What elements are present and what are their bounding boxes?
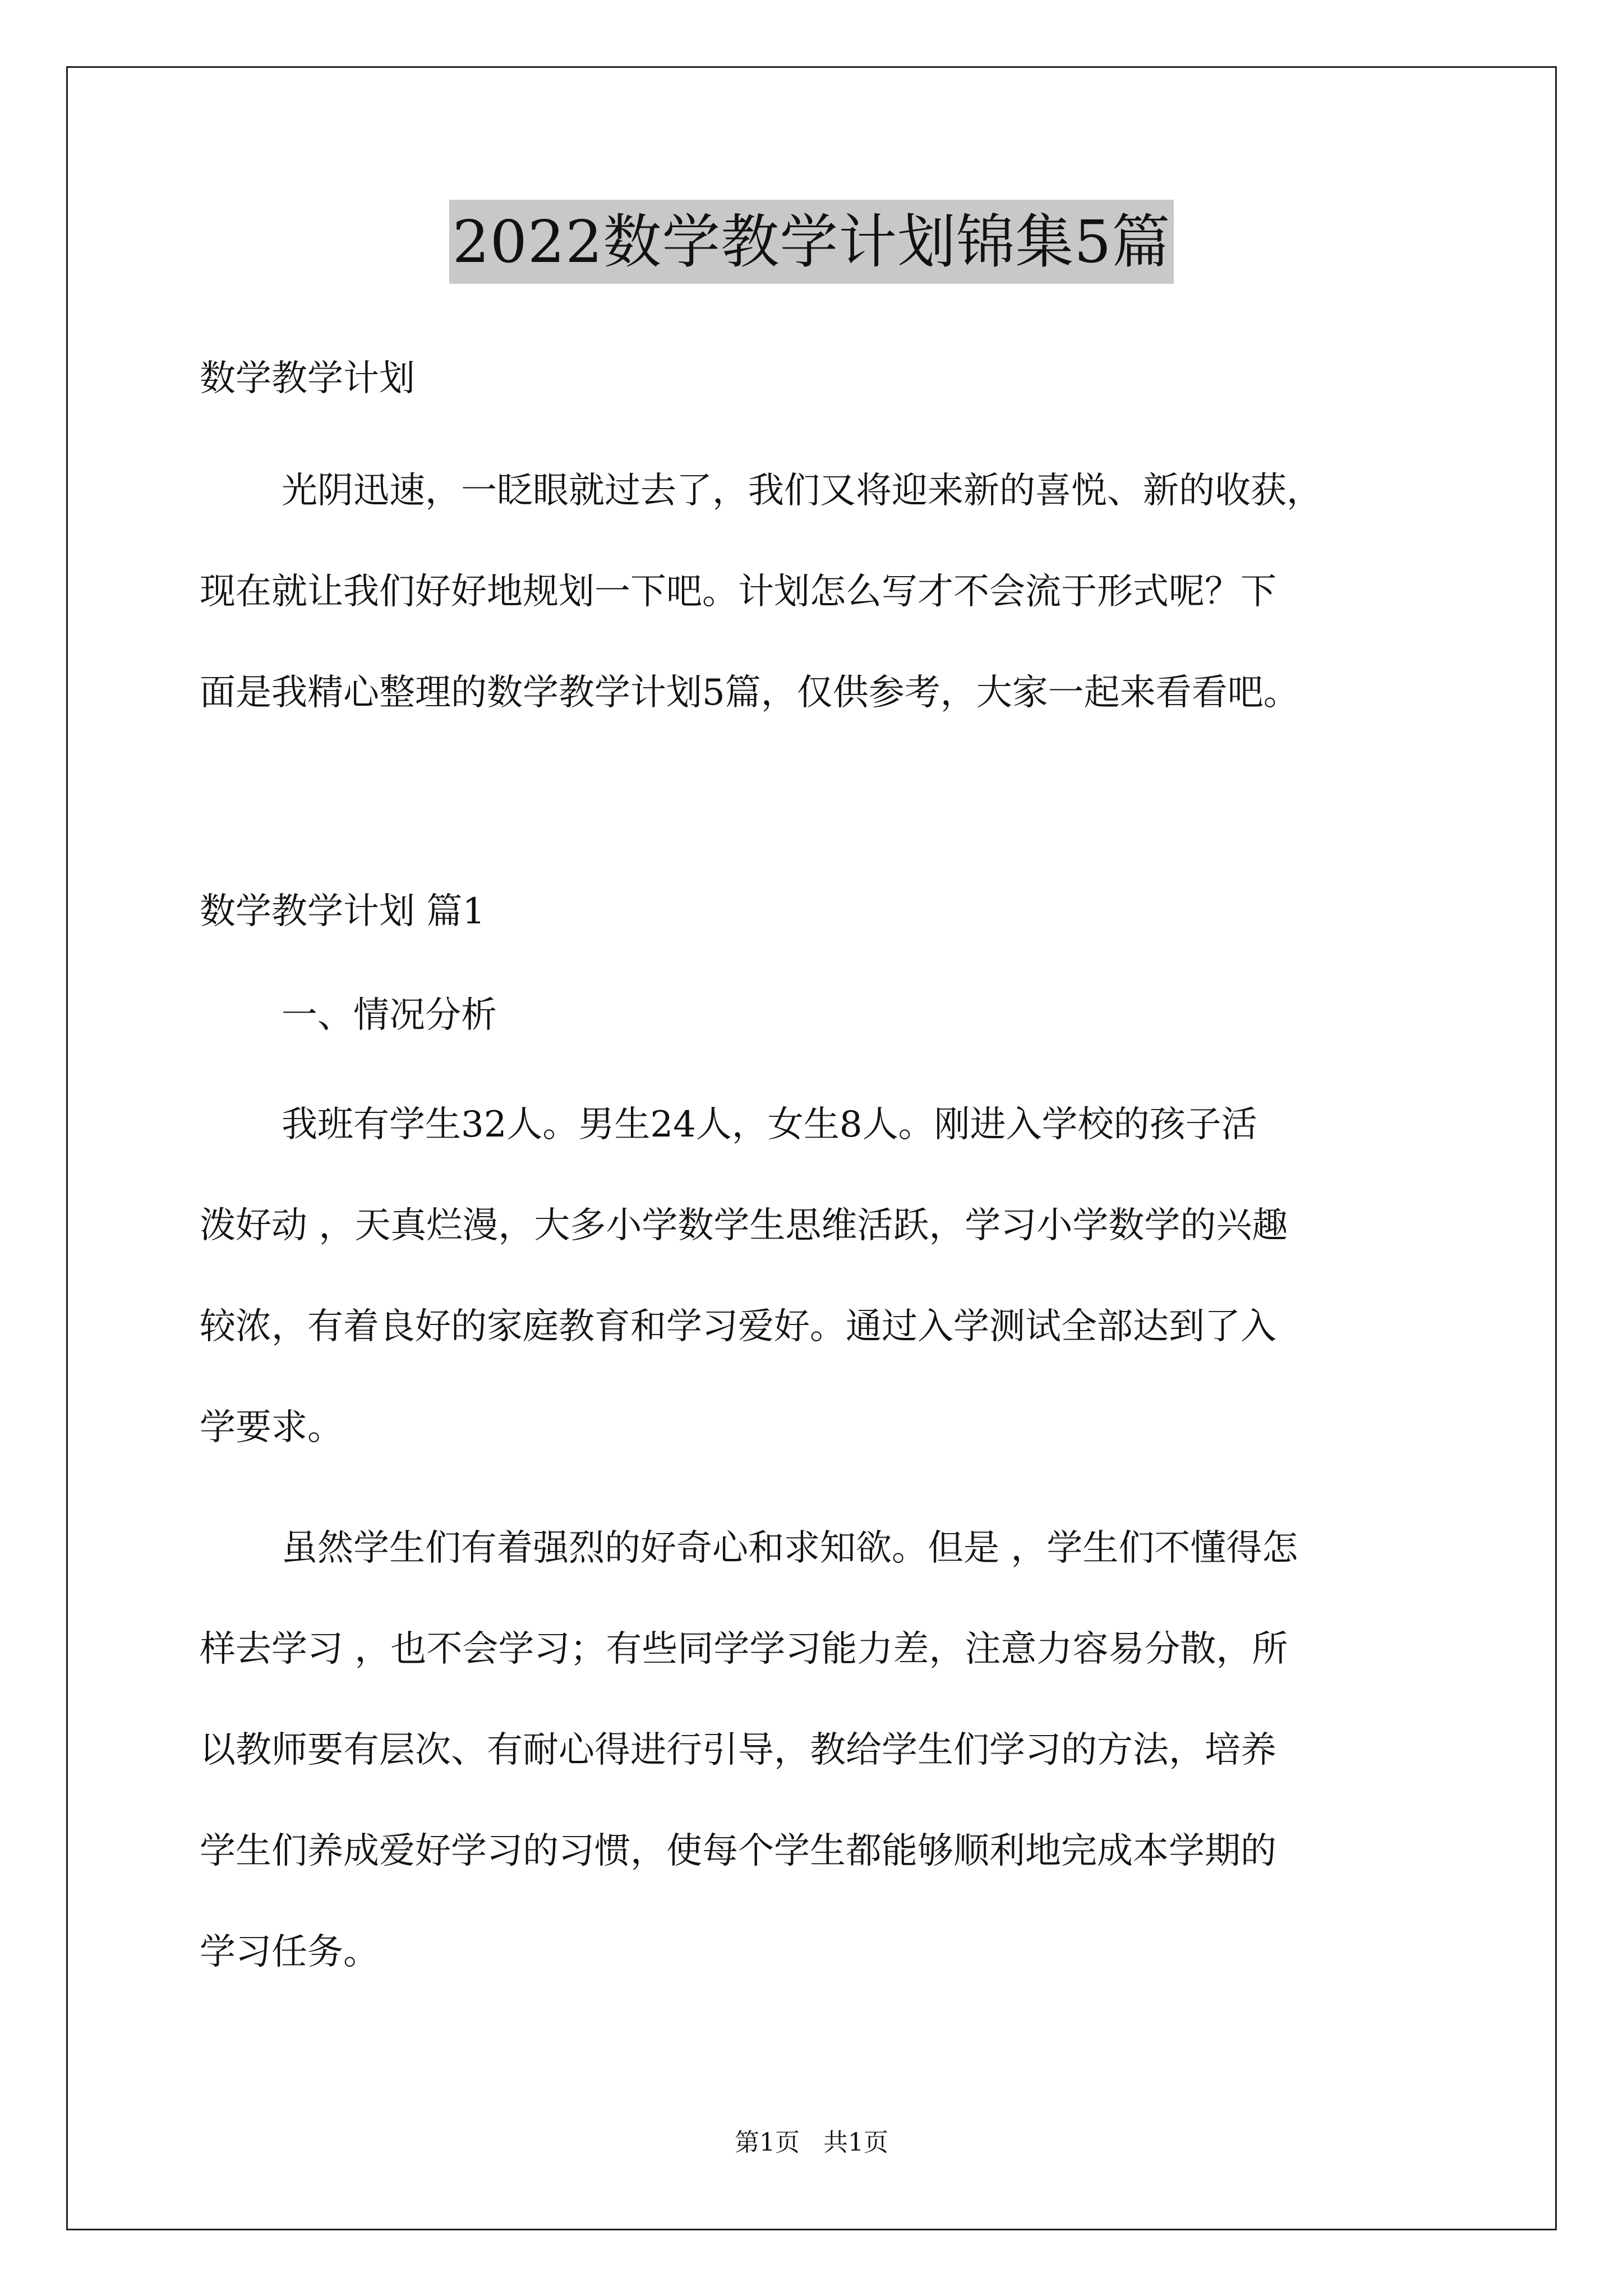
paragraph-line: 光阴迅速，一眨眼就过去了，我们又将迎来新的喜悦、新的收获，: [282, 470, 1322, 512]
paragraph-line: 学要求。: [200, 1407, 343, 1448]
document-title: 2022数学教学计划锦集5篇: [449, 200, 1174, 284]
paragraph-line: 以教师要有层次、有耐心得进行引导，教给学生们学习的方法，培养: [200, 1729, 1276, 1771]
paragraph-line: 虽然学生们有着强烈的好奇心和求知欲。但是 ，学生们不懂得怎: [282, 1527, 1298, 1569]
paragraph-line: 泼好动 ，天真烂漫，大多小学数学生思维活跃，学习小学数学的兴趣: [200, 1205, 1288, 1246]
section-heading: 数学教学计划 篇1: [200, 891, 486, 932]
paragraph-line: 现在就让我们好好地规划一下吧。计划怎么写才不会流于形式呢？下: [200, 571, 1276, 613]
page-number-footer: 第1页 共1页: [735, 2128, 888, 2157]
paragraph-line: 样去学习 ，也不会学习；有些同学学习能力差，注意力容易分散，所: [200, 1628, 1288, 1670]
title-container: [0, 200, 1623, 284]
subsection-heading: 一、情况分析: [282, 995, 497, 1036]
paragraph-line: 学习任务。: [200, 1931, 379, 1973]
paragraph-line: 面是我精心整理的数学教学计划5篇，仅供参考，大家一起来看看吧。: [200, 672, 1299, 714]
paragraph-line: 较浓，有着良好的家庭教育和学习爱好。通过入学测试全部达到了入: [200, 1306, 1276, 1347]
paragraph-line: 学生们养成爱好学习的习惯，使每个学生都能够顺利地完成本学期的: [200, 1830, 1276, 1872]
section-heading: 数学教学计划: [200, 358, 415, 399]
paragraph-line: 我班有学生32人。男生24人，女生8人。刚进入学校的孩子活: [282, 1104, 1257, 1145]
